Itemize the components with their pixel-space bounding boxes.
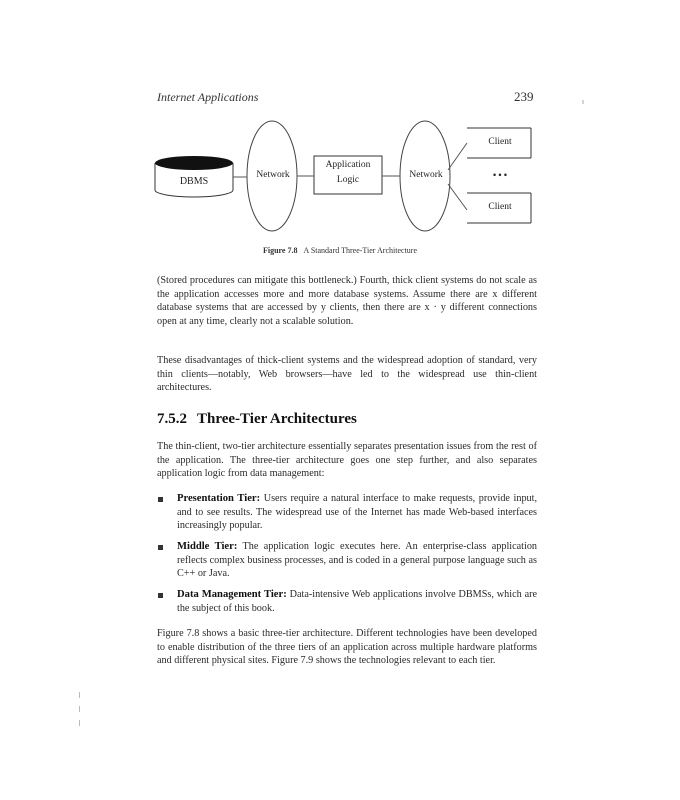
caption-label: Figure 7.8 bbox=[262, 246, 298, 255]
page-number: 239 bbox=[514, 89, 534, 104]
connector-to-client-top bbox=[448, 143, 467, 170]
bullet-middle-tier bbox=[177, 540, 537, 581]
bullet-marker bbox=[158, 545, 163, 550]
margin-scan-mark bbox=[79, 706, 80, 712]
clients-ellipsis: • • • bbox=[493, 170, 507, 180]
diagram-shapes bbox=[0, 0, 680, 260]
running-header-title: Internet Applications bbox=[157, 90, 259, 104]
three-tier-diagram bbox=[0, 0, 680, 260]
client-top-label: Client bbox=[488, 137, 512, 147]
paragraph-figure-reference: Figure 7.8 shows a basic three-tier architecture. Different technologies have been developed to enable distribution of the three tiers of an application across multiple hardware platforms and different physical sites. Figure 7.9 shows the technologies relevant to each tier. bbox=[157, 628, 537, 667]
paragraph-thick-client-scaling: (Stored procedures can mitigate this bottleneck.) Fourth, thick client systems do not scale as the application accesses more and more database systems. Assume there are x different database systems that are accessed by y clients, then there are x · y different connections open at any time, clearly not a scalable solution. bbox=[157, 275, 537, 327]
section-heading bbox=[157, 411, 357, 428]
figure-caption bbox=[0, 246, 680, 255]
bullet-text: Data-intensive Web applications involve DBMSs, which are the subject of this book. bbox=[177, 589, 538, 614]
section-number: 7.5.2 bbox=[157, 411, 187, 427]
network-left-label: Network bbox=[256, 170, 290, 180]
bullet-presentation-tier bbox=[177, 492, 537, 533]
dbms-label: DBMS bbox=[179, 176, 209, 187]
network-right-label: Network bbox=[409, 170, 443, 180]
bullet-data-management-tier bbox=[177, 588, 537, 615]
application-logic-label-2: Logic bbox=[336, 175, 360, 185]
bullet-term: Presentation Tier: bbox=[177, 493, 261, 504]
margin-scan-mark bbox=[79, 692, 80, 698]
bullet-term: Middle Tier: bbox=[177, 541, 238, 552]
bullet-marker bbox=[158, 497, 163, 502]
margin-scan-mark bbox=[79, 720, 80, 726]
client-bottom-label: Client bbox=[488, 202, 512, 212]
section-title: Three-Tier Architectures bbox=[197, 411, 357, 427]
application-logic-label-1: Application bbox=[325, 160, 371, 170]
bullet-text: Users require a natural interface to make requests, provide input, and to see results. The widespread use of the Internet has made Web-based interfaces increasingly popular. bbox=[177, 493, 538, 532]
caption-text: A Standard Three-Tier Architecture bbox=[303, 246, 418, 255]
connector-to-client-bottom bbox=[448, 184, 467, 210]
paragraph-three-tier-intro: The thin-client, two-tier architecture essentially separates presentation issues from the rest of the application. The three-tier architecture goes one step further, and also separates application logic from data management: bbox=[157, 441, 537, 480]
bullet-marker bbox=[158, 593, 163, 598]
paragraph-thin-client-adoption: These disadvantages of thick-client systems and the widespread adoption of standard, very thin clients—notably, Web browsers—have led to the widespread use thin-client architectures. bbox=[157, 355, 537, 394]
bullet-term: Data Management Tier: bbox=[177, 589, 287, 600]
bullet-text: The application logic executes here. An enterprise-class application reflects complex business processes, and is coded in a general purpose language such as C++ or Java. bbox=[177, 541, 538, 580]
